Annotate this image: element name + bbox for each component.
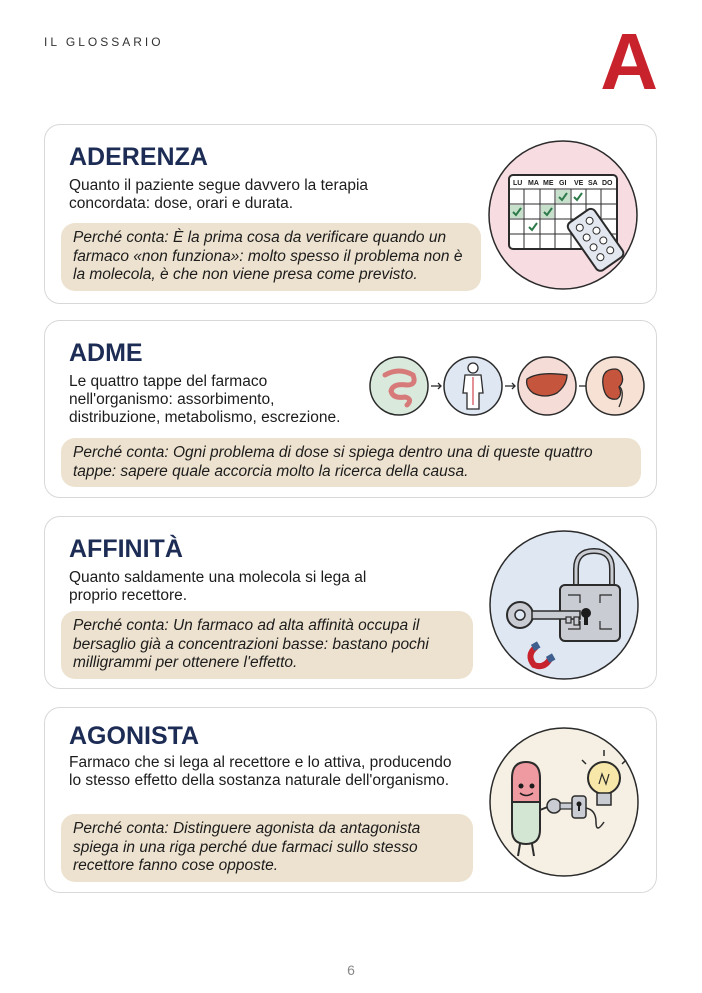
glossary-card-adme [44,320,657,498]
calendar-pills-icon [487,139,639,291]
body-icon [444,357,502,415]
calendar-day-label: SA [588,180,598,187]
why-it-matters: Perché conta: Distinguere agonista da antagonista spiega in una riga perché due farmaci sullo stesso recettore fanno cose opposte. [61,814,473,882]
intestine-icon [370,357,428,415]
why-it-matters: Perché conta: Ogni problema di dose si spiega dentro una di queste quattro tappe: sapere quale accorcia molto la ricerca della causa. [61,438,641,487]
term-definition: Quanto saldamente una molecola si lega al proprio recettore. [69,569,367,604]
calendar-day-label: ME [543,180,554,187]
key-lock-magnet-icon [488,529,640,681]
why-it-matters: Perché conta: È la prima cosa da verificare quando un farmaco «non funziona»: molto spesso il problema non è la molecola, è che non viene presa come previsto. [61,223,481,291]
term-title: ADME [69,339,143,367]
page-number: 6 [347,962,355,978]
glossary-card-agonista [44,707,657,893]
term-title: AFFINITÀ [69,535,183,563]
section-letter: A [600,17,658,106]
glossary-card-aderenza [44,124,657,304]
term-definition: Quanto il paziente segue davvero la terapia concordata: dose, orari e durata. [69,177,369,212]
calendar-day-label: MA [528,180,539,187]
why-it-matters: Perché conta: Un farmaco ad alta affinità occupa il bersaglio già a concentrazioni basse: bastano pochi milligrammi per ottenere l'effetto. [61,611,473,679]
calendar-day-label: LU [513,180,523,187]
pill-key-bulb-icon [488,726,640,878]
adme-stages-illustration [369,355,645,417]
term-definition: Le quattro tappe del farmaco nell'organismo: assorbimento, distribuzione, metabolismo, escrezione. [69,373,341,426]
section-title: IL GLOSSARIO [44,35,164,49]
liver-icon [518,357,576,415]
calendar-day-label: DO [602,180,613,187]
term-title: AGONISTA [69,722,200,750]
term-definition: Farmaco che si lega al recettore e lo attiva, producendo lo stesso effetto della sostanza naturale dell'organismo. [69,754,452,789]
glossary-card-affinita [44,516,657,689]
term-title: ADERENZA [69,143,208,171]
kidney-icon [586,357,644,415]
calendar-day-label: GI [559,180,567,187]
calendar-day-label: VE [574,180,584,187]
